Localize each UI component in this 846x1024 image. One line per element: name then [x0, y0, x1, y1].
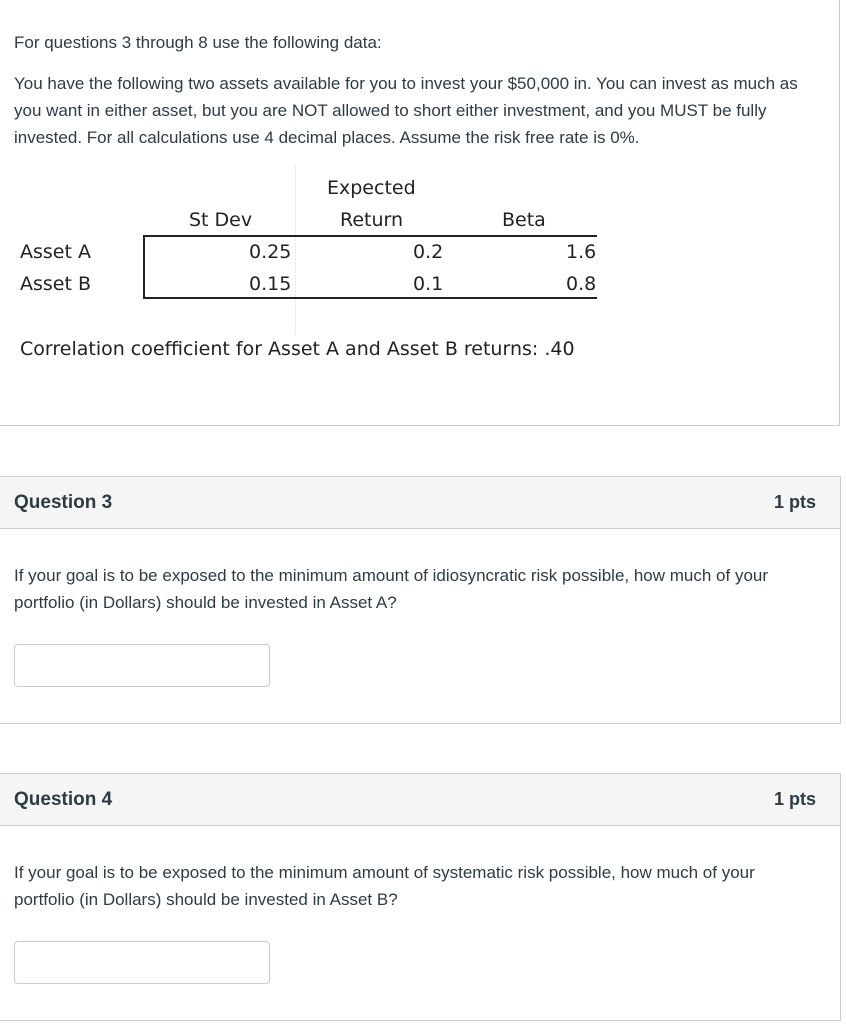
- header-beta: Beta: [502, 209, 546, 231]
- table-box: [143, 235, 597, 299]
- row-label-asset-b: Asset B: [20, 273, 92, 295]
- question-text: If your goal is to be exposed to the minimum amount of systematic risk possible, how much of your portfolio (in Dollars) should be invested in Asset B?: [14, 863, 755, 909]
- cell-a-expected-return: 0.2: [413, 241, 444, 263]
- cell-b-expected-return: 0.1: [413, 273, 444, 295]
- cell-b-beta: 0.8: [566, 273, 597, 295]
- intro-text: You have the following two assets available for you to invest your $50,000 in. You can invest as much as you want in either asset, but you are NOT allowed to short either investment, and you MUST be fully invested. For all calculations use 4 decimal places. Assume the risk free rate is 0%.: [14, 74, 798, 147]
- question-header: [0, 477, 840, 529]
- intro-heading: For questions 3 through 8 use the following data:: [14, 33, 382, 52]
- answer-input-q4[interactable]: [14, 941, 270, 984]
- cell-a-stdev: 0.25: [249, 241, 292, 263]
- question-3: [0, 476, 841, 724]
- question-points: 1 pts: [773, 789, 816, 809]
- cell-b-stdev: 0.15: [249, 273, 292, 295]
- question-title: Question 4: [14, 788, 113, 810]
- row-label-asset-a: Asset A: [20, 241, 91, 263]
- correlation-note: Correlation coefficient for Asset A and Asset B returns: .40: [20, 338, 575, 360]
- asset-data-table: [0, 160, 620, 340]
- question-title: Question 3: [14, 491, 113, 513]
- header-return: Return: [340, 209, 404, 231]
- question-text: If your goal is to be exposed to the minimum amount of idiosyncratic risk possible, how much of your portfolio (in Dollars) should be invested in Asset A?: [14, 566, 769, 612]
- cell-a-beta: 1.6: [566, 241, 597, 263]
- question-header: [0, 774, 840, 826]
- answer-input-q3[interactable]: [14, 644, 270, 687]
- intro-block: [0, 0, 840, 426]
- question-points: 1 pts: [773, 492, 816, 512]
- header-expected: Expected: [327, 177, 416, 199]
- header-st-dev: St Dev: [189, 209, 253, 231]
- question-4: [0, 773, 841, 1021]
